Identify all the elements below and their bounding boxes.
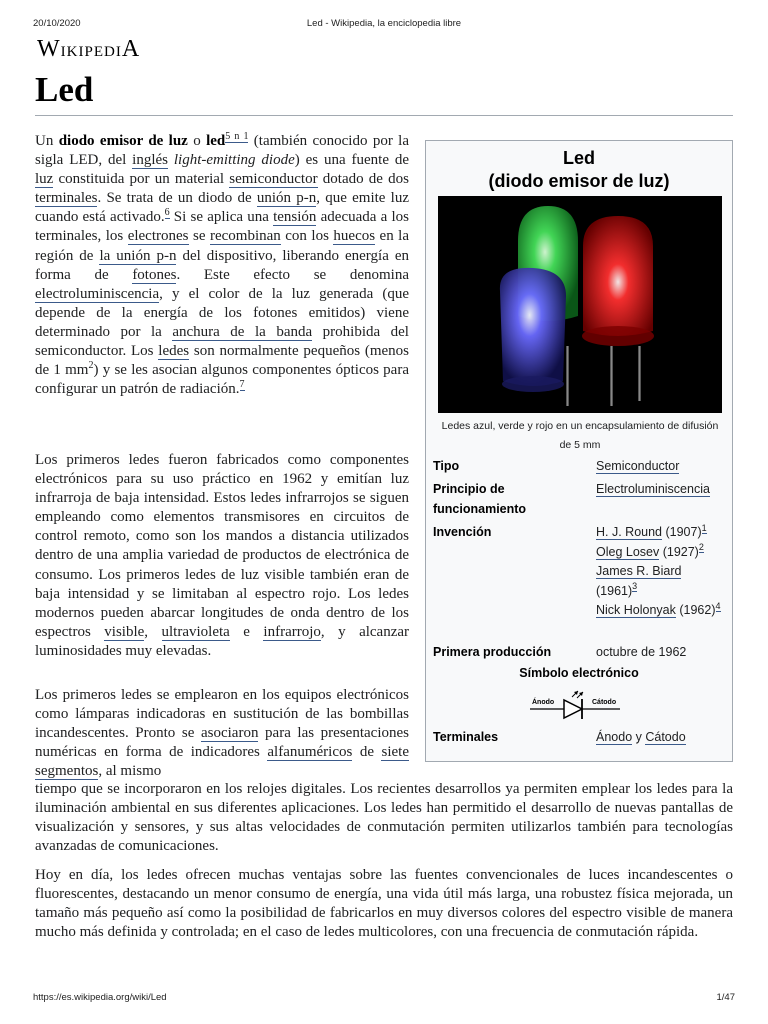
link-losev[interactable]: Oleg Losev [596,544,660,559]
infobox-title: Led (diodo emisor de luz) [488,148,670,191]
link-holonyak[interactable]: Nick Holonyak [596,603,676,617]
label-principio: Principio de funcionamiento [433,482,527,516]
paragraph-history: Los primeros ledes fueron fabricados como componentes electrónicos para su uso práctico en 1962 y emitían luz infrarroja de baja intensidad. Estos ledes infrarrojos se siguen empleando como elementos transmisores en circuitos de control remoto, como son los mandos a distancia utilizados dentro de una amplia variedad de productos de electrónica de consumo. Los primeros ledes de luz visible también eran de baja intensidad y se limitaban al espectro rojo. Los ledes modernos pueden abarcar longitudes de onda dentro de los espectros visible, ultravioleta e infrarrojo, y alcanzar luminosidades muy elevadas. [35,452,410,659]
link-union-pn[interactable]: unión p-n [256,190,317,207]
bold-term-led: led [206,133,226,149]
print-date: 20/10/2020 [33,18,81,29]
link-ingles[interactable]: inglés [132,152,169,169]
link-round[interactable]: H. J. Round [596,525,663,539]
infobox-caption: Ledes azul, verde y rojo en un encapsulamiento de difusión de 5 mm [441,420,719,451]
link-catodo[interactable]: Cátodo [645,730,686,744]
label-tipo: Tipo [433,459,460,473]
italic-term: light-emitting diode [173,152,295,169]
link-recombinan[interactable]: recombinan [209,228,281,245]
bold-term: diodo emisor de luz [58,133,188,149]
label-invencion: Invención [433,525,492,539]
paragraph-uses: Los primeros ledes se emplearon en los equipos electrónicos como lámparas indicadoras en sustitución de las bombillas incandescentes. Pronto se asociaron para las presentaciones numéricas en forma de indicadores alfanuméricos de siete segmentos, al mismo [35,687,409,780]
paragraph-intro: Un diodo emisor de luz o led$^{5 n 1}$ (también conocido por la sigla LED, del inglés light-emitting diode) es una fuente de luz constituida por un material semiconductor dotado de dos terminales. Se trata de un diodo de unión p-n, que emite luz cuando está activado.$^6$ Si se aplica una tensión adecuada a los terminales, los electrones se recombinan con los huecos en la región de la unión p-n del dispositivo, liberando energía en forma de fotones. Este efecto se denomina electroluminiscencia, y el color de la luz generada (que depende de la energía de los fotones emitidos) viene determinado por la anchura de la banda prohibida del semiconductor. Los ledes son normalmente pequeños (menos de 1 $mm^2$) y se les asocian algunos componentes ópticos para configurar un patrón de radiación.$^7$ [35,131,410,398]
ref-link[interactable]: 1 [701,522,707,533]
infobox [425,140,733,762]
link-anchura-banda[interactable]: anchura de la banda [172,323,313,340]
link-electrones[interactable]: electrones [127,228,189,245]
link-la-union-pn[interactable]: la unión p-n [99,247,177,264]
value-produccion: octubre de 1962 [596,645,687,659]
logo-last-letter: A [121,36,141,62]
ref-link[interactable]: 3 [632,581,638,592]
symbol-cathode-label: Cátodo [592,699,617,706]
link-infrarrojo[interactable]: infrarrojo [263,623,321,640]
link-semiconductor-infobox[interactable]: Semiconductor [596,459,680,473]
wikipedia-logo[interactable] [37,36,140,63]
print-title: Led - Wikipedia, la enciclopedia libre [306,18,462,29]
symbol-anode-label: Ánodo [532,699,555,706]
paragraph-advantages: Hoy en día, los ledes ofrecen muchas ventajas sobre las fuentes convencionales de luces incandescentes o fluorescentes, destacando un menor consumo de energía, una vida útil más larga, una robustez física mejorada, un tamaño más pequeño así como la posibilidad de fabricarlos en muy diversos colores del espectro visible de manera mucho más definida y controlada; en el caso de ledes multicolores, con una frecuencia de conmutación rápida. [35,867,733,941]
value-tipo [596,457,726,477]
link-fotones[interactable]: fotones [132,266,177,283]
link-terminales[interactable]: terminales [35,190,98,207]
ref-link[interactable]: 2 [698,542,704,553]
ref-link[interactable]: 7 [239,379,245,391]
label-simbolo: Símbolo electrónico [519,666,639,680]
link-ultravioleta[interactable]: ultravioleta [161,623,230,640]
link-biard[interactable]: James R. Biard [596,564,682,578]
led-photo-illustration [438,196,722,413]
link-visible[interactable]: visible [104,623,145,640]
ref-link[interactable]: 5 n 1 [225,131,249,142]
link-electroluminiscencia-infobox[interactable]: Electroluminiscencia [596,482,710,496]
link-tension[interactable]: tensión [273,209,317,226]
print-page-number: 1/47 [716,992,735,1003]
link-siete-segmentos[interactable]: siete segmentos [35,744,409,780]
page-title: Led [35,70,94,109]
led-symbol-diagram [530,689,620,730]
print-url: https://es.wikipedia.org/wiki/Led [33,992,167,1003]
ref-link[interactable]: 4 [715,600,721,611]
value-terminales: Ánodo y Cátodo [596,730,686,744]
logo-first-letter: W [37,36,61,62]
link-ledes[interactable]: ledes [158,343,190,360]
label-produccion: Primera producción [433,645,552,659]
title-divider [35,115,733,116]
link-anodo[interactable]: Ánodo [596,730,633,744]
value-invencion: H. J. Round (1907)$^1$ Oleg Losev (1927)$^2$ James R. Biard (1961)$^3$ Nick Holonyak (1962)$^4$ [596,522,721,617]
link-electroluminiscencia[interactable]: electroluminiscencia [35,285,160,302]
ref-link[interactable]: 6 [164,207,170,219]
link-luz[interactable]: luz [35,171,54,188]
led-photo[interactable] [438,196,722,413]
link-alfanumericos[interactable]: alfanuméricos [267,744,353,761]
paragraph-uses-continued: tiempo que se incorporaron en los relojes digitales. Los recientes desarrollos ya permiten emplear los ledes para la iluminación ambiental en sus diferentes aplicaciones. Los ledes han permitido el desarrollo de nuevas pantallas de visualización y sensores, y sus altas velocidades de conmutación permiten utilizarlos también para tecnologías avanzadas de comunicaciones. [35,781,733,855]
logo-middle: ikipedi [60,37,122,61]
link-asociaron[interactable]: asociaron [200,725,259,742]
led-symbol-icon [530,689,620,725]
label-terminales: Terminales [433,730,499,744]
link-semiconductor[interactable]: semiconductor [229,171,318,188]
value-principio [596,480,726,500]
link-huecos[interactable]: huecos [333,228,376,245]
